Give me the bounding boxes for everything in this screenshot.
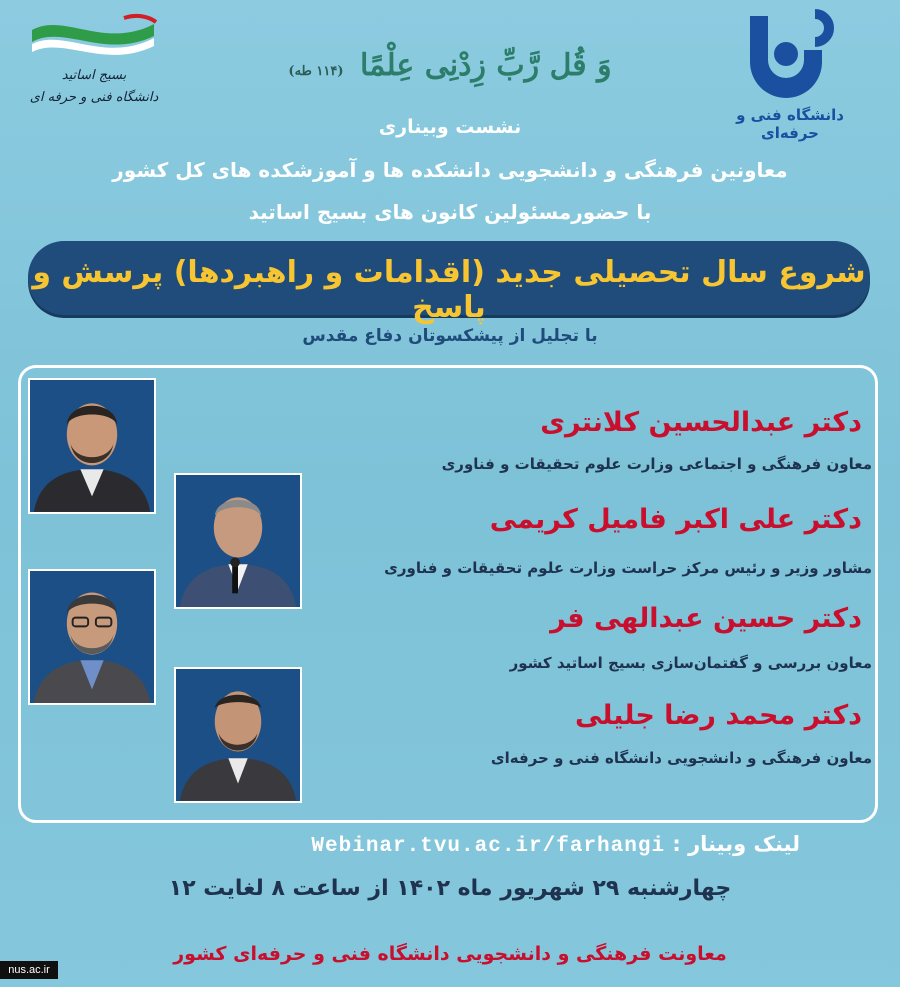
audience-line: معاونین فرهنگی و دانشجویی دانشکده ها و آموزشکده های کل کشور (112, 158, 788, 182)
organizer-footer: معاونت فرهنگی و دانشجویی دانشگاه فنی و حرفه‌ای کشور (173, 943, 727, 965)
verse-reference: (۱۱۴ طه) (288, 64, 344, 79)
speaker-2-name: دکتر علی اکبر فامیل کریمی (489, 504, 862, 535)
speaker-1-role: معاون فرهنگی و اجتماعی وزارت علوم تحقیقات و فناوری (441, 455, 872, 473)
speaker-1-name: دکتر عبدالحسین کلانتری (540, 407, 862, 438)
speaker-2-role: مشاور وزیر و رئیس مرکز حراست وزارت علوم تحقیقات و فناوری (384, 559, 872, 577)
banner-title: شروع سال تحصیلی جدید (اقدامات و راهبردها) پرسش و پاسخ (32, 255, 866, 325)
attendance-line: با حضورمسئولین کانون های بسیج اساتید (248, 200, 652, 224)
quran-verse (0, 48, 900, 83)
speaker-photo-4 (174, 667, 302, 803)
watermark: nus.ac.ir (0, 961, 58, 979)
webinar-link-label: لینک وبینار : (672, 832, 800, 856)
basij-caption-2: دانشگاه فنی و حرفه ای (29, 90, 159, 105)
webinar-label: نشست وبیناری (378, 116, 522, 138)
person-portrait-icon (176, 475, 300, 607)
person-portrait-icon (176, 669, 300, 801)
webinar-link-url[interactable]: Webinar.tvu.ac.ir/farhangi (311, 835, 666, 858)
speaker-4-role: معاون فرهنگی و دانشجویی دانشگاه فنی و حرفه‌ای (490, 749, 872, 767)
basij-caption-1: بسیج اساتید (61, 68, 127, 83)
subtitle: با تجلیل از پیشکسوتان دفاع مقدس (302, 326, 598, 346)
person-portrait-icon (30, 571, 154, 703)
speaker-photo-3 (28, 569, 156, 705)
verse-text: وَ قُل رَّبِّ زِدْنِی عِلْمًا (359, 48, 612, 83)
event-date: چهارشنبه ۲۹ شهریور ماه ۱۴۰۲ از ساعت ۸ لغایت ۱۲ (168, 876, 732, 901)
speaker-3-role: معاون بررسی و گفتمان‌سازی بسیج اساتید کشور (509, 654, 872, 672)
webinar-link-row (200, 832, 800, 858)
person-portrait-icon (30, 380, 154, 512)
speaker-4-name: دکتر محمد رضا جلیلی (574, 700, 862, 731)
university-logo-caption: دانشگاه فنی و حرفه‌ای (736, 106, 844, 142)
speaker-photo-2 (174, 473, 302, 609)
speaker-3-name: دکتر حسین عبدالهی فر (550, 603, 862, 634)
title-banner (28, 241, 870, 325)
speaker-photo-1 (28, 378, 156, 514)
